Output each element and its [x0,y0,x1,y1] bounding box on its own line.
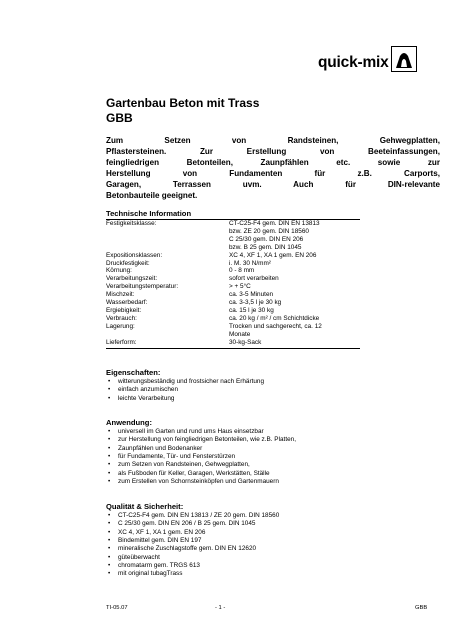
technical-value: bzw. B 25 gem. DIN 1045 [229,243,302,251]
qualitaet-heading: Qualität & Sicherheit: [106,502,184,511]
technical-row [106,315,360,323]
technical-value: 30-kg-Sack [229,338,262,346]
intro-line: Garagen, Terrassen uvm. Auch für DIN-relevante [106,179,440,189]
quick-mix-bell-icon [391,46,417,72]
technical-label: Verbrauch: [106,314,137,322]
technical-row [106,260,360,268]
technical-values [229,291,360,299]
technical-row [106,267,360,275]
technical-row [106,283,360,291]
intro-paragraph [106,136,440,201]
eigenschaften-section [106,368,440,403]
technical-label: Wasserbedarf: [106,299,148,307]
technical-row [106,323,360,339]
product-title-line1: Gartenbau Beton mit Trass [106,96,260,110]
technical-label: Verarbeitungstemperatur: [106,283,179,291]
technical-value: XC 4, XF 1, XA 1 gem. EN 206 [229,251,317,259]
anwendung-item: • als Fußboden für Keller, Garagen, Werkstätten, Ställe [106,470,440,478]
technical-value: ca. 3-5 Minuten [229,291,274,299]
intro-line: feingliedrigen Betonteilen, Zaunpfählen etc. sowie zur [106,157,440,167]
technical-label: Expositionsklassen: [106,251,163,259]
technical-value: Monate [229,330,251,338]
technical-values [229,220,360,252]
qualitaet-list [106,512,440,579]
technical-value: CT-C25-F4 gem. DIN EN 13813 [229,220,320,227]
technical-row [106,307,360,315]
technical-label: Körnung: [106,267,132,275]
technical-values [229,299,360,307]
intro-line: Pflastersteinen. Zur Erstellung von Beeteinfassungen, [106,146,440,156]
technical-values [229,267,360,275]
anwendung-item: • universell im Garten und rund ums Haus einsetzbar [106,428,440,436]
intro-line: Zum Setzen von Randsteinen, Gehwegplatten, [106,136,440,145]
technical-value: sofort verarbeiten [229,275,279,283]
anwendung-section [106,418,440,486]
technical-value: C 25/30 gem. DIN EN 206 [229,235,304,243]
technical-label: Ergiebigkeit: [106,306,142,314]
technical-row [106,252,360,260]
technical-values [229,283,360,291]
technical-label: Mischzeit: [106,291,135,299]
technical-value: ca. 3-3,5 l je 30 kg [229,299,282,307]
footer-product-code: GBB [415,605,428,611]
product-title-line2: GBB [106,111,133,125]
technical-label: Lagerung: [106,322,135,330]
technical-label: Druckfestigkeit: [106,259,150,267]
qualitaet-item: • mineralische Zuschlagstoffe gem. DIN EN 12620 [106,545,440,553]
technical-values [229,307,360,315]
anwendung-item: • zum Setzen von Randsteinen, Gehwegplatten, [106,461,440,469]
anwendung-item: • Zaunpfählen und Bodenanker [106,445,440,453]
eigenschaften-list [106,378,440,403]
technical-value: ca. 15 l je 30 kg [229,306,274,314]
qualitaet-item: • mit original tubagTrass [106,570,440,578]
eigenschaften-item: • einfach anzumischen [106,386,440,394]
technical-values [229,252,360,260]
technical-values [229,339,360,347]
technical-row [106,291,360,299]
qualitaet-item: • güteüberwacht [106,554,440,562]
qualitaet-item: • CT-C25-F4 gem. DIN EN 13813 / ZE 20 gem. DIN 18560 [106,512,440,520]
technical-values [229,315,360,323]
intro-line: Herstellung von Fundamenten für z.B. Carports, [106,168,440,178]
technical-row [106,299,360,307]
eigenschaften-item: • leichte Verarbeitung [106,395,440,403]
technical-label: Festigkeitsklasse: [106,220,157,227]
quick-mix-logo [318,46,417,72]
technical-row [106,220,360,252]
technical-value: ca. 20 kg / m² / cm Schichtdicke [229,314,320,322]
eigenschaften-heading: Eigenschaften: [106,368,161,377]
technical-heading: Technische Information [106,209,360,220]
technical-value: Trocken und sachgerecht, ca. 12 [229,322,322,330]
technical-value: > + 5°C [229,283,251,291]
technical-values [229,323,360,339]
qualitaet-section [106,502,440,579]
footer-page-number: - 1 - [215,605,226,611]
technical-label: Verarbeitungszeit: [106,275,158,283]
technical-row [106,339,360,347]
qualitaet-item: • Bindemittel gem. DIN EN 197 [106,537,440,545]
technical-label: Lieferform: [106,338,137,346]
anwendung-heading: Anwendung: [106,418,152,427]
qualitaet-item: • chromatarm gem. TRGS 613 [106,562,440,570]
technical-information [106,209,360,349]
technical-value: 0 - 8 mm [229,267,255,275]
anwendung-item: • zum Erstellen von Schornsteinköpfen und Gartenmauern [106,478,440,486]
anwendung-list [106,428,440,486]
eigenschaften-item: • witterungsbeständig und frostsicher nach Erhärtung [106,378,440,386]
technical-value: bzw. ZE 20 gem. DIN 18560 [229,227,309,235]
qualitaet-item: • XC 4, XF 1, XA 1 gem. EN 206 [106,529,440,537]
product-title [106,96,436,126]
anwendung-item: • zur Herstellung von feingliedrigen Betonteilen, wie z.B. Platten, [106,436,440,444]
technical-value: i. M. 30 N/mm² [229,259,271,267]
intro-line: Betonbauteile geeignet. [106,190,198,200]
qualitaet-item: • C 25/30 gem. DIN EN 206 / B 25 gem. DIN 1045 [106,520,440,528]
footer-doc-code: TI-05.07 [106,605,128,611]
logo-text: quick-mix [318,54,389,71]
technical-values [229,260,360,268]
technical-table [106,220,360,349]
anwendung-item: • für Fundamente, Tür- und Fensterstürzen [106,453,440,461]
